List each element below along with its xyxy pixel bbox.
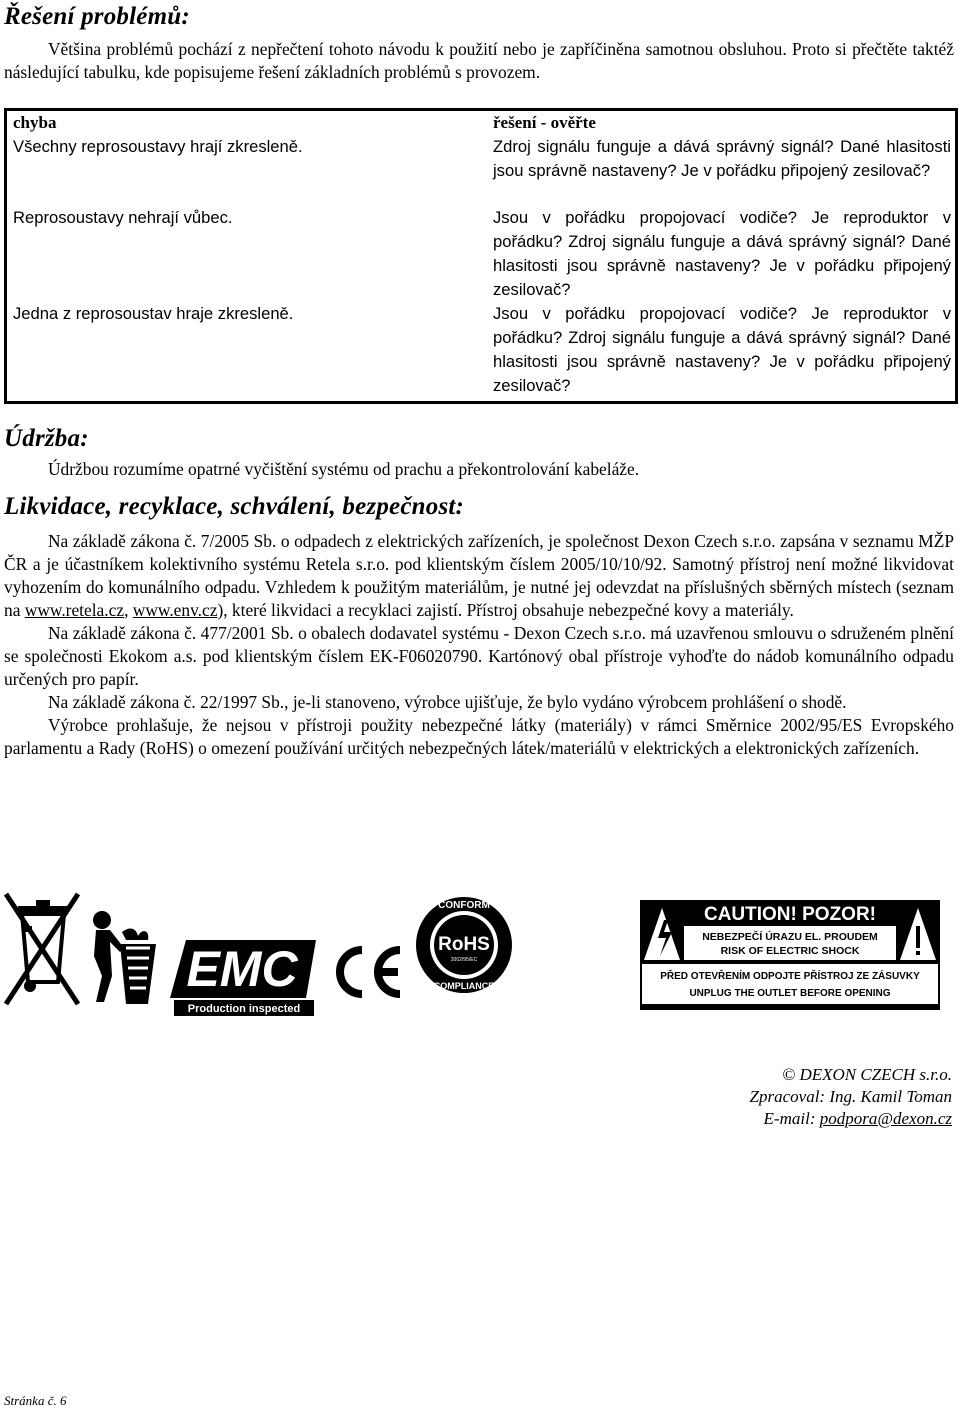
email-line: E-mail: podpora@dexon.cz [763,1109,952,1128]
disposal-paragraph-4: Výrobce prohlašuje, že nejsou v přístroji použity nebezpečné látky (materiály) v rámci Směrnice 2002/95/ES Evropského parlamentu a Rady (RoHS) o omezení používání určitých nebezpečných látek/materiálů v elektrických a elektronických zařízeních. [4,715,954,758]
fault-cell [6,206,482,302]
fault-cell [6,110,482,206]
disposal-paragraph-1: Na základě zákona č. 7/2005 Sb. o odpadech z elektrických zařízeních, je společnost Dexon Czech s.r.o. zapsána v seznamu MŽP ČR a je účastníkem kolektivního systému Retela s.r.o. pod klientským číslem 2005/10/10/92. Samotný přístroj není možné likvidovat vyhozením do komunálního odpadu. Vzhledem k použitým materiálům, je nutné jej odevzdat na příslušných sběrných místech (seznam na www.retela.cz, www.env.cz), které likvidaci a recyklaci zajistí. Přístroj obsahuje nebezpečné kovy a materiály. [4,531,954,620]
solution-cell [481,206,957,302]
weee-bin-icon [2,886,80,1012]
caution-line-3: PŘED OTEVŘENÍM ODPOJTE PŘÍSTROJ ZE ZÁSUVKY [660,971,920,982]
caution-line-4: UNPLUG THE OUTLET BEFORE OPENING [689,988,891,999]
fault-cell [6,302,482,403]
certification-logos [0,880,960,1020]
rohs-ring-bottom: COMPLIANCE [433,981,495,991]
email-link[interactable]: podpora@dexon.cz [819,1109,952,1128]
emc-subtitle: Production inspected [187,1003,301,1015]
troubleshooting-intro [4,38,954,84]
fault-text: Reprosoustavy nehrají vůbec. [13,207,233,227]
retela-link[interactable]: www.retela.cz [24,600,125,620]
author-line: Zpracoval: Ing. Kamil Toman [749,1087,952,1106]
footer-credits [552,1064,952,1130]
solution-text: Zdroj signálu funguje a dává správný signál? Dané hlasitosti jsou správně nastaveny? Je v pořádku připojený zesilovač? [493,137,951,180]
solution-text: Jsou v pořádku propojovací vodiče? Je reproduktor v pořádku? Zdroj signálu funguje a dává správný signál? Dané hlasitosti jsou správně nastaveny? Je v pořádku připojený zesilovač? [493,207,951,299]
fault-text: Jedna z reprosoustav hraje zkresleně. [13,303,294,323]
solution-column-header: řešení - ověřte [493,113,596,132]
disposal-paragraph-2: Na základě zákona č. 477/2001 Sb. o obalech dodavatel systému - Dexon Czech s.r.o. má uzavřenou smlouvu o sdruženém plnění se společnosti Ekokom a.s. pod klientským číslem EK-F06020790. Kartónový obal přístroje vyhoďte do nádob komunálního odpadu určených pro papír. [4,623,954,689]
caution-title: CAUTION! POZOR! [703,904,877,925]
ce-mark-icon [328,942,406,1002]
solution-cell [481,110,957,206]
company-name: © DEXON CZECH s.r.o. [782,1065,952,1084]
maintenance-text: Údržbou rozumíme opatrné vyčištění systému od prachu a překontrolování kabeláže. [48,459,640,479]
solution-text: Jsou v pořádku propojovací vodiče? Je reproduktor v pořádku? Zdroj signálu funguje a dává správný signál? Dané hlasitosti jsou správně nastaveny? Je v pořádku připojený zesilovač? [493,303,951,395]
env-link[interactable]: www.env.cz [132,600,218,620]
tidyman-icon [82,906,158,1006]
intro-text: Většina problémů pochází z nepřečtení tohoto návodu k použití nebo je zapříčiněna samotnou obsluhou. Proto si přečtěte taktéž následující tabulku, kde popisujeme řešení základních problémů s provozem. [4,39,954,82]
disposal-body [4,530,954,760]
troubleshooting-title: Řešení problémů: [4,3,190,30]
rohs-small-text: 2002/95/EC [450,957,478,963]
rohs-logo-icon [414,888,514,1002]
maintenance-title: Údržba: [4,425,89,452]
disposal-paragraph-3: Na základě zákona č. 22/1997 Sb., je-li stanoveno, výrobce ujišťuje, že bylo vydáno výrobcem prohlášení o shodě. [48,692,847,712]
fault-column-header: chyba [13,113,57,132]
caution-line-1: NEBEZPEČÍ ÚRAZU EL. PROUDEM [702,931,878,943]
svg-text:EMC: EMC [186,941,298,997]
rohs-text: RoHS [438,934,490,955]
rohs-ring-top: CONFORM [438,900,490,911]
disposal-title: Likvidace, recyklace, schválení, bezpečnost: [4,493,465,520]
emc-logo-icon [166,936,318,1020]
caution-label [640,900,940,1010]
solution-cell [481,302,957,403]
fault-text: Všechny reprosoustavy hrají zkresleně. [13,137,303,156]
caution-line-2: RISK OF ELECTRIC SHOCK [720,945,860,957]
troubleshooting-table [4,108,958,404]
page-number: Stránka č. 6 [4,1393,67,1408]
